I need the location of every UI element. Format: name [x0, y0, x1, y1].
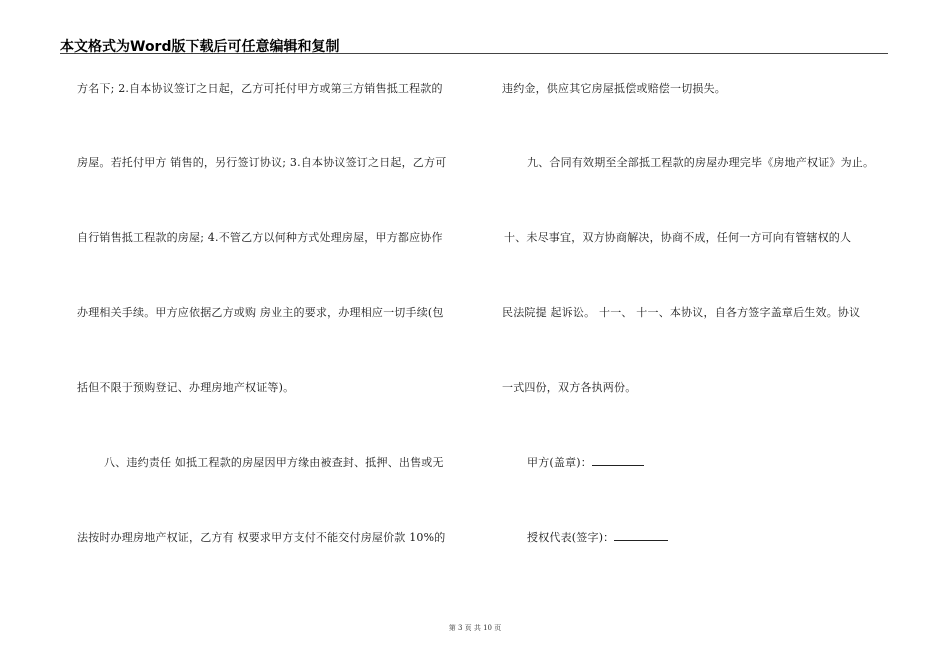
page-number-footer: 第 3 页 共 10 页: [448, 624, 502, 632]
left-line-1: 方名下; 2.自本协议签订之日起，乙方可托付甲方或第三方销售抵工程款的: [77, 82, 443, 95]
party-a-signature-blank: [592, 454, 644, 466]
left-line-6: 八、违约责任 如抵工程款的房屋因甲方缘由被查封、抵押、出售或无: [104, 456, 444, 469]
party-a-seal-label: 甲方(盖章)：: [527, 456, 592, 469]
left-line-7: 法按时办理房地产权证，乙方有 权要求甲方支付不能交付房屋价款 10%的: [77, 531, 446, 544]
right-line-1: 违约金，供应其它房屋抵偿或赔偿一切损失。: [502, 82, 726, 95]
left-line-4: 办理相关手续。甲方应依据乙方或购 房业主的要求，办理相应一切手续(包: [77, 306, 444, 319]
right-line-3: 十、未尽事宜，双方协商解决，协商不成，任何一方可向有管辖权的人: [504, 231, 852, 244]
representative-sign-label: 授权代表(签字)：: [527, 531, 615, 544]
right-line-5: 一式四份，双方各执两份。: [502, 381, 637, 394]
right-line-2: 九、合同有效期至全部抵工程款的房屋办理完毕《房地产权证》为止。: [527, 156, 875, 169]
document-header-title: 本文格式为Word版下载后可任意编辑和复制: [60, 39, 340, 55]
left-line-5: 括但不限于预购登记、办理房地产权证等)。: [77, 381, 295, 394]
right-line-4: 民法院提 起诉讼。 十一、 十一、本协议，自各方签字盖章后生效。协议: [502, 306, 861, 319]
signature-representative: [527, 529, 668, 545]
left-line-3: 自行销售抵工程款的房屋; 4.不管乙方以何种方式处理房屋，甲方都应协作: [77, 231, 443, 244]
representative-signature-blank: [614, 529, 668, 541]
header-divider: [60, 53, 888, 54]
left-line-2: 房屋。若托付甲方 销售的，另行签订协议; 3.自本协议签订之日起，乙方可: [77, 156, 447, 169]
signature-party-a: [527, 454, 644, 470]
